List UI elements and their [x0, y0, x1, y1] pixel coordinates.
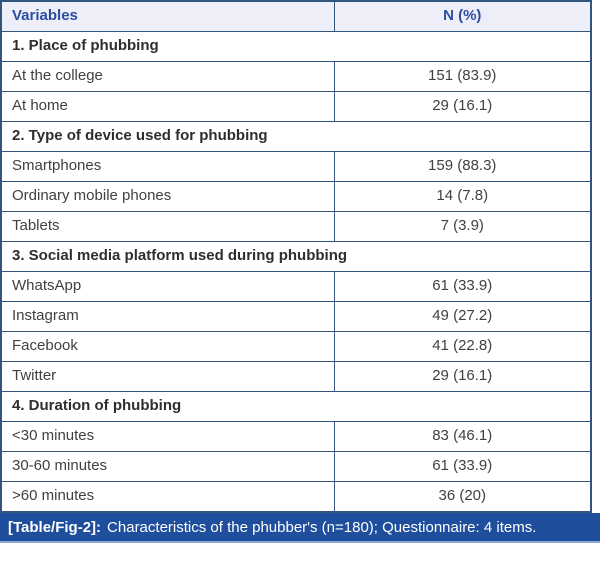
value-cell: 36 (20) [334, 482, 591, 513]
value-cell: 159 (88.3) [334, 152, 591, 182]
section-title: 4. Duration of phubbing [1, 392, 591, 422]
table-row [1, 302, 591, 332]
variable-cell: Smartphones [1, 152, 334, 182]
variable-cell: Tablets [1, 212, 334, 242]
variable-cell: 30-60 minutes [1, 452, 334, 482]
col-header-variables: Variables [1, 1, 334, 32]
table-row [1, 332, 591, 362]
value-cell: 14 (7.8) [334, 182, 591, 212]
caption-label: [Table/Fig-2]: [8, 518, 102, 536]
table-row [1, 452, 591, 482]
caption-text: Characteristics of the phubber's (n=180); Questionnaire: 4 items. [107, 518, 537, 536]
caption-bar [0, 513, 600, 543]
section-header-row [1, 392, 591, 422]
value-cell: 151 (83.9) [334, 62, 591, 92]
table-body [1, 32, 591, 513]
value-cell: 61 (33.9) [334, 272, 591, 302]
table-row [1, 92, 591, 122]
variable-cell: >60 minutes [1, 482, 334, 513]
table-row [1, 212, 591, 242]
variable-cell: At the college [1, 62, 334, 92]
variable-cell: Ordinary mobile phones [1, 182, 334, 212]
variable-cell: Twitter [1, 362, 334, 392]
value-cell: 49 (27.2) [334, 302, 591, 332]
variable-cell: Instagram [1, 302, 334, 332]
section-header-row [1, 242, 591, 272]
header-row [1, 1, 591, 32]
col-header-n-percent: N (%) [334, 1, 591, 32]
table-row [1, 422, 591, 452]
value-cell: 29 (16.1) [334, 362, 591, 392]
value-cell: 61 (33.9) [334, 452, 591, 482]
section-header-row [1, 122, 591, 152]
table-row [1, 182, 591, 212]
table-row [1, 62, 591, 92]
variable-cell: Facebook [1, 332, 334, 362]
value-cell: 41 (22.8) [334, 332, 591, 362]
variable-cell: At home [1, 92, 334, 122]
section-title: 1. Place of phubbing [1, 32, 591, 62]
table-row [1, 272, 591, 302]
variable-cell: WhatsApp [1, 272, 334, 302]
value-cell: 83 (46.1) [334, 422, 591, 452]
table-row [1, 362, 591, 392]
section-title: 3. Social media platform used during phubbing [1, 242, 591, 272]
table-row [1, 482, 591, 513]
section-title: 2. Type of device used for phubbing [1, 122, 591, 152]
variable-cell: <30 minutes [1, 422, 334, 452]
section-header-row [1, 32, 591, 62]
value-cell: 7 (3.9) [334, 212, 591, 242]
value-cell: 29 (16.1) [334, 92, 591, 122]
table-row [1, 152, 591, 182]
